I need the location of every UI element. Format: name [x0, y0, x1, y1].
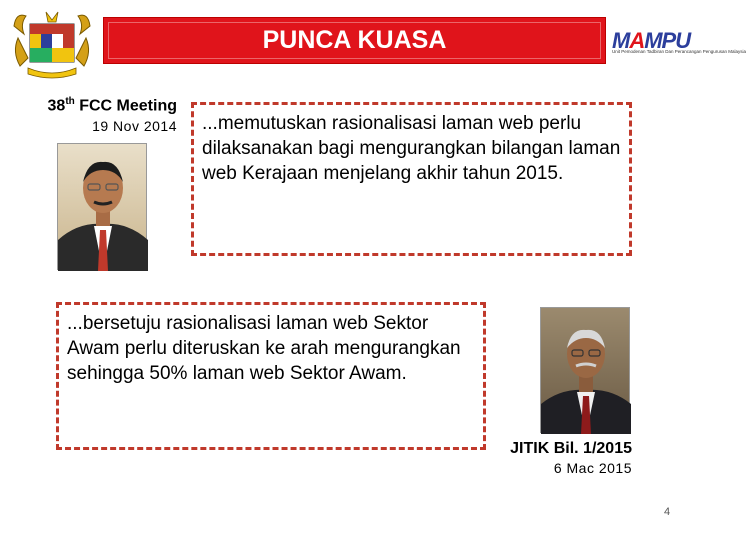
mampu-logo: [612, 28, 746, 58]
page-title: PUNCA KUASA: [262, 26, 447, 54]
meeting1-date: 19 Nov 2014: [92, 118, 177, 135]
meeting1-label: [0, 96, 177, 134]
portrait-photo-1: [57, 143, 147, 270]
title-banner: [103, 17, 606, 64]
meeting2-title: JITIK Bil. 1/2015: [510, 440, 632, 457]
logo-tagline: Unit Pemodenan Tadbiran Dan Perancangan Pengurusan Malaysia: [612, 49, 746, 54]
meeting1-title: 38th FCC Meeting: [47, 96, 177, 115]
portrait-photo-2: [540, 307, 630, 433]
malaysia-coat-of-arms-icon: [6, 8, 98, 82]
meeting2-label: [510, 440, 632, 476]
meeting2-date: 6 Mac 2015: [553, 460, 632, 476]
logo-wordmark: MAMPU: [612, 28, 691, 53]
page-number: 4: [664, 506, 671, 518]
quote-box-jitik: ...bersetuju rasionalisasi laman web Sektor Awam perlu diteruskan ke arah mengurangkan sehingga 50% laman web Sektor Awam.: [56, 302, 486, 450]
quote-box-fcc: ...memutuskan rasionalisasi laman web perlu dilaksanakan bagi mengurangkan bilangan laman web Kerajaan menjelang akhir tahun 2015.: [191, 102, 632, 256]
